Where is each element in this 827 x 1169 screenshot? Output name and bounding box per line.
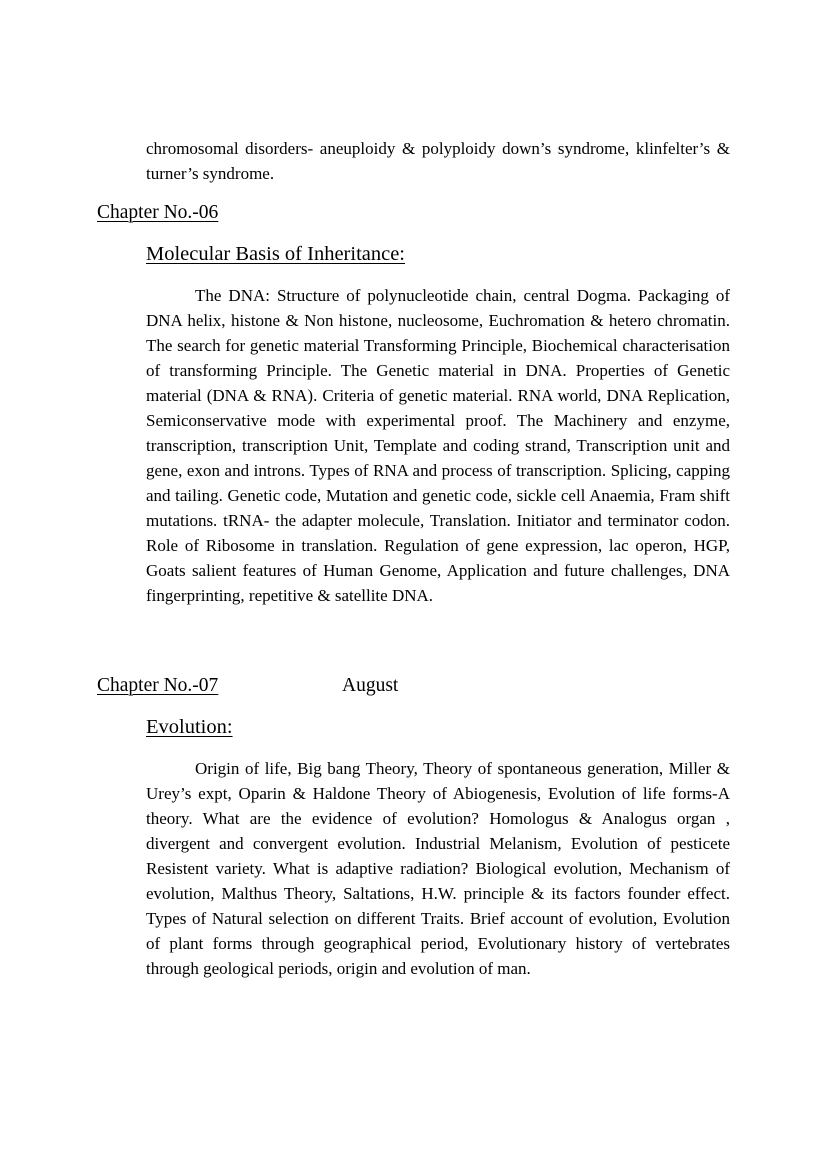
- chapter-7-month: August: [342, 675, 399, 696]
- chapter-7-line: [97, 673, 399, 699]
- chapter-7-body: Origin of life, Big bang Theory, Theory of spontaneous generation, Miller & Urey’s expt, Oparin & Haldone Theory of Abiogenesis, Evolution of life forms-A theory. What are the evidence of evolution? Homologus & Analogus organ , divergent and convergent evolution. Industrial Melanism, Evolution of pesticete Resistent variety. What is adaptive radiation? Biological evolution, Mechanism of evolution, Malthus Theory, Saltations, H.W. principle & its factors founder effect. Types of Natural selection on different Traits. Brief account of evolution, Evolution of plant forms through geographical period, Evolutionary history of vertebrates through geological periods, origin and evolution of man.: [146, 759, 730, 978]
- chapter-7-label: Chapter No.-07: [97, 675, 219, 696]
- chapter-6-heading: Molecular Basis of Inheritance:: [146, 243, 406, 265]
- chapter-6-body: The DNA: Structure of polynucleotide chain, central Dogma. Packaging of DNA helix, histone & Non histone, nucleosome, Euchromation & hetero chromatin. The search for genetic material Transforming Principle, Biochemical characterisation of transforming Principle. The Genetic material in DNA. Properties of Genetic material (DNA & RNA). Criteria of genetic material. RNA world, DNA Replication, Semiconservative mode with experimental proof. The Machinery and enzyme, transcription, transcription Unit, Template and coding strand, Transcription unit and gene, exon and introns. Types of RNA and process of transcription. Splicing, capping and tailing. Genetic code, Mutation and genetic code, sickle cell Anaemia, Fram shift mutations. tRNA- the adapter molecule, Translation. Initiator and terminator codon. Role of Ribosome in translation. Regulation of gene expression, lac operon, HGP, Goats salient features of Human Genome, Application and future challenges, DNA fingerprinting, repetitive & satellite DNA.: [146, 286, 730, 605]
- chapter-7-heading: Evolution:: [146, 716, 233, 738]
- chapter-6-label: Chapter No.-06: [97, 202, 219, 223]
- chapter-6-line: [97, 200, 218, 226]
- intro-paragraph: chromosomal disorders- aneuploidy & polyploidy down’s syndrome, klinfelter’s & turner’s syndrome.: [146, 139, 730, 183]
